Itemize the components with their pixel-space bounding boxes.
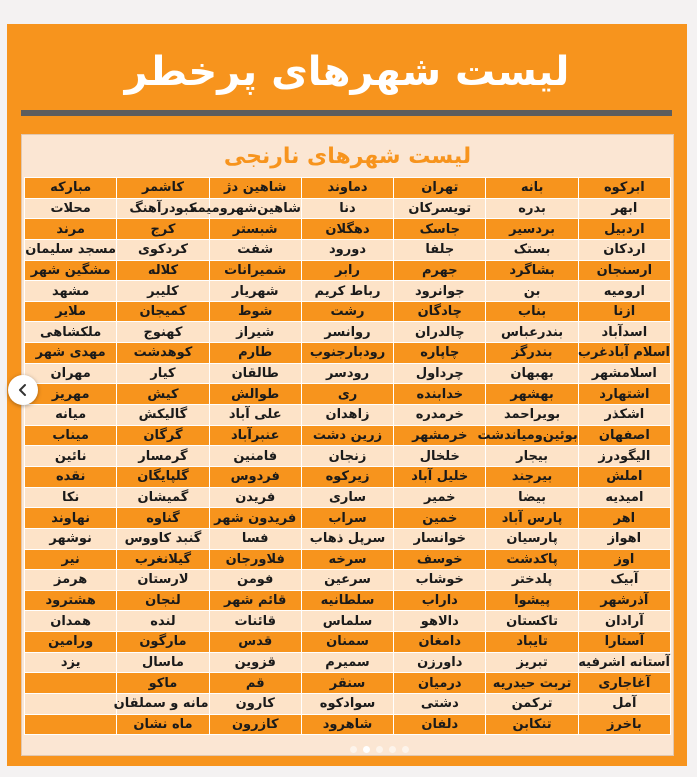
city-cell: نهاوند (25, 508, 117, 529)
city-cell: دنا (301, 198, 393, 219)
city-cell: رشت (301, 301, 393, 322)
carousel-dot[interactable] (350, 746, 357, 753)
city-cell: گالیکش (117, 405, 209, 426)
city-cell: تاکستان (486, 611, 578, 632)
city-cell: کمیجان (117, 301, 209, 322)
city-cell: پارسیان (486, 528, 578, 549)
city-cell: قدس (209, 632, 301, 653)
city-cell: خوانسار (394, 528, 486, 549)
city-cell: طوالش (209, 384, 301, 405)
table-row (25, 322, 671, 343)
city-cell: آبیک (578, 570, 670, 591)
city-cell: سراب (301, 508, 393, 529)
city-cell (25, 694, 117, 715)
city-cell: محلات (25, 198, 117, 219)
city-cell: میناب (25, 425, 117, 446)
city-cell: طارم (209, 343, 301, 364)
city-cell: املش (578, 466, 670, 487)
city-cell: شهریار (209, 281, 301, 302)
city-cell: آستارا (578, 632, 670, 653)
city-cell: شاهین دژ (209, 178, 301, 199)
table-row (25, 301, 671, 322)
city-cell: تبریز (486, 652, 578, 673)
city-cell: ابهر (578, 198, 670, 219)
table-row (25, 343, 671, 364)
city-cell: خمیر (394, 487, 486, 508)
table-row (25, 405, 671, 426)
carousel-dot[interactable] (402, 746, 409, 753)
city-cell: شفت (209, 239, 301, 260)
city-cell: لنده (117, 611, 209, 632)
city-cell: بیضا (486, 487, 578, 508)
poster-card (7, 24, 687, 766)
city-cell: ملایر (25, 301, 117, 322)
city-cell: اسدآباد (578, 322, 670, 343)
city-cell: رباط کریم (301, 281, 393, 302)
city-cell: کیش (117, 384, 209, 405)
city-cell: ترکمن (486, 694, 578, 715)
city-cell: ورامین (25, 632, 117, 653)
table-row (25, 652, 671, 673)
city-cell: کازرون (209, 714, 301, 735)
city-cell: ازنا (578, 301, 670, 322)
city-cell: میانه (25, 405, 117, 426)
city-cell: بندرگز (486, 343, 578, 364)
poster-title: لیست شهرهای پرخطر (124, 48, 570, 95)
city-cell: پیشوا (486, 590, 578, 611)
city-cell: دورود (301, 239, 393, 260)
city-cell: چادگان (394, 301, 486, 322)
city-cell: اوز (578, 549, 670, 570)
city-cell: مهدی شهر (25, 343, 117, 364)
table-row (25, 281, 671, 302)
city-cell: جاسک (394, 219, 486, 240)
city-cell: پاکدشت (486, 549, 578, 570)
city-cell: هرمز (25, 570, 117, 591)
table-row (25, 260, 671, 281)
city-cell: سرخه (301, 549, 393, 570)
city-cell: سمنان (301, 632, 393, 653)
chevron-left-icon (16, 383, 30, 397)
city-cell: گرگان (117, 425, 209, 446)
city-cell: بندرعباس (486, 322, 578, 343)
table-row (25, 446, 671, 467)
city-cell: رودبارجنوب (301, 343, 393, 364)
city-cell: نکا (25, 487, 117, 508)
city-cell: جهرم (394, 260, 486, 281)
city-cell: خمین (394, 508, 486, 529)
city-cell: بن (486, 281, 578, 302)
city-cell: زرین دشت (301, 425, 393, 446)
city-cell: دامغان (394, 632, 486, 653)
city-cell: چالدران (394, 322, 486, 343)
city-cell: مرند (25, 219, 117, 240)
city-cell: سنقر (301, 673, 393, 694)
city-cell: ساری (301, 487, 393, 508)
city-cell: خلخال (394, 446, 486, 467)
city-cell: تویسرکان (394, 198, 486, 219)
city-cell: اردبیل (578, 219, 670, 240)
city-cell: شبستر (209, 219, 301, 240)
city-cell: قزوین (209, 652, 301, 673)
city-cell: مبارکه (25, 178, 117, 199)
city-cell: بردسیر (486, 219, 578, 240)
table-row (25, 178, 671, 199)
city-cell: جلفا (394, 239, 486, 260)
city-cell: اهر (578, 508, 670, 529)
city-cell: بهشهر (486, 384, 578, 405)
city-cell: قائنات (209, 611, 301, 632)
city-cell: ری (301, 384, 393, 405)
city-cell: کیار (117, 363, 209, 384)
city-cell: کلیبر (117, 281, 209, 302)
city-cell: مشهد (25, 281, 117, 302)
city-cell: جوانرود (394, 281, 486, 302)
city-cell: اهواز (578, 528, 670, 549)
city-cell: علی آباد (209, 405, 301, 426)
city-cell: شاهین‌شهرومیمه (209, 198, 301, 219)
city-cell: گنبد کاووس (117, 528, 209, 549)
city-cell: دالاهو (394, 611, 486, 632)
city-cell: بانه (486, 178, 578, 199)
city-cell: مارگون (117, 632, 209, 653)
city-cell: ماسال (117, 652, 209, 673)
city-cell: تهران (394, 178, 486, 199)
city-cell: مهریز (25, 384, 117, 405)
city-table (24, 177, 671, 735)
city-cell: بستک (486, 239, 578, 260)
city-cell: خرمشهر (394, 425, 486, 446)
city-cell: اردکان (578, 239, 670, 260)
table-row (25, 487, 671, 508)
city-cell: اسلامشهر (578, 363, 670, 384)
table-row (25, 632, 671, 653)
city-cell: فریدن (209, 487, 301, 508)
table-row (25, 590, 671, 611)
city-cell: روانسر (301, 322, 393, 343)
city-cell: نائین (25, 446, 117, 467)
city-cell: ابرکوه (578, 178, 670, 199)
table-row (25, 384, 671, 405)
table-row (25, 549, 671, 570)
city-cell: داراب (394, 590, 486, 611)
city-cell: لارستان (117, 570, 209, 591)
city-cell: خوسف (394, 549, 486, 570)
city-cell: گناوه (117, 508, 209, 529)
city-list-panel (21, 134, 674, 756)
city-cell: خوشاب (394, 570, 486, 591)
city-cell: خرمدره (394, 405, 486, 426)
city-cell: بناب (486, 301, 578, 322)
city-cell: کارون (209, 694, 301, 715)
city-cell: آغاجاری (578, 673, 670, 694)
table-row (25, 714, 671, 735)
table-row (25, 198, 671, 219)
city-cell: بیرجند (486, 466, 578, 487)
city-cell: قائم شهر (209, 590, 301, 611)
city-cell: اسلام آبادغرب (578, 343, 670, 364)
table-row (25, 219, 671, 240)
city-cell: کلاله (117, 260, 209, 281)
city-cell: مهران (25, 363, 117, 384)
city-cell: مانه و سملقان (117, 694, 209, 715)
city-cell: شاهرود (301, 714, 393, 735)
table-row (25, 466, 671, 487)
city-cell: اشکذر (578, 405, 670, 426)
city-cell: گمیشان (117, 487, 209, 508)
city-cell: هشترود (25, 590, 117, 611)
city-cell: فریدون شهر (209, 508, 301, 529)
city-cell: رودسر (301, 363, 393, 384)
city-cell: بدره (486, 198, 578, 219)
city-cell: عنبرآباد (209, 425, 301, 446)
city-cell: بویراحمد (486, 405, 578, 426)
city-cell: گلپایگان (117, 466, 209, 487)
city-cell: اشتهارد (578, 384, 670, 405)
city-cell: کردکوی (117, 239, 209, 260)
city-cell: ارسنجان (578, 260, 670, 281)
city-cell: چاپاره (394, 343, 486, 364)
city-cell: کبودرآهنگ (117, 198, 209, 219)
city-cell: سلماس (301, 611, 393, 632)
city-cell: زنجان (301, 446, 393, 467)
city-cell: ماکو (117, 673, 209, 694)
city-cell: کاشمر (117, 178, 209, 199)
city-cell: آمل (578, 694, 670, 715)
city-cell: طالقان (209, 363, 301, 384)
city-cell: زاهدان (301, 405, 393, 426)
city-cell: مشگین شهر (25, 260, 117, 281)
city-cell: خلیل آباد (394, 466, 486, 487)
city-cell: بهبهان (486, 363, 578, 384)
city-cell: مسجد سلیمان (25, 239, 117, 260)
city-cell: نوشهر (25, 528, 117, 549)
section-subtitle: لیست شهرهای نارنجی (223, 143, 472, 169)
city-cell: داورزن (394, 652, 486, 673)
city-cell: بیجار (486, 446, 578, 467)
city-cell: بشاگرد (486, 260, 578, 281)
city-cell: کوهدشت (117, 343, 209, 364)
city-cell: قم (209, 673, 301, 694)
city-cell: چرداول (394, 363, 486, 384)
city-cell: همدان (25, 611, 117, 632)
city-cell: بوئین‌ومیاندشت (486, 425, 578, 446)
city-cell: تایباد (486, 632, 578, 653)
city-cell: اصفهان (578, 425, 670, 446)
table-row (25, 611, 671, 632)
city-cell: سرعین (301, 570, 393, 591)
city-cell: دهگلان (301, 219, 393, 240)
city-cell: فلاورجان (209, 549, 301, 570)
table-row (25, 425, 671, 446)
city-cell: دماوند (301, 178, 393, 199)
city-cell: یزد (25, 652, 117, 673)
city-cell: ارومیه (578, 281, 670, 302)
table-row (25, 363, 671, 384)
city-cell: زیرکوه (301, 466, 393, 487)
table-row (25, 694, 671, 715)
city-cell: گیلانغرب (117, 549, 209, 570)
table-row (25, 673, 671, 694)
city-cell: تربت حیدریه (486, 673, 578, 694)
carousel-dot[interactable] (389, 746, 396, 753)
city-cell: گرمسار (117, 446, 209, 467)
city-cell: ملکشاهی (25, 322, 117, 343)
city-cell: باخرز (578, 714, 670, 735)
city-cell: سلطانیه (301, 590, 393, 611)
city-cell: سرپل ذهاب (301, 528, 393, 549)
table-row (25, 570, 671, 591)
city-cell (25, 714, 117, 735)
city-cell: الیگودرز (578, 446, 670, 467)
city-cell: پارس آباد (486, 508, 578, 529)
city-cell: رابر (301, 260, 393, 281)
city-cell: کهنوج (117, 322, 209, 343)
city-cell: فومن (209, 570, 301, 591)
city-cell: شیراز (209, 322, 301, 343)
title-divider (21, 110, 672, 116)
city-cell: شوط (209, 301, 301, 322)
table-row (25, 239, 671, 260)
city-cell (25, 673, 117, 694)
city-cell: آرادان (578, 611, 670, 632)
city-cell: آذرشهر (578, 590, 670, 611)
table-row (25, 528, 671, 549)
carousel-dots (350, 746, 409, 753)
city-cell: سمیرم (301, 652, 393, 673)
city-cell: دلفان (394, 714, 486, 735)
city-cell: لنجان (117, 590, 209, 611)
city-cell: پلدختر (486, 570, 578, 591)
city-cell: خدابنده (394, 384, 486, 405)
carousel-prev-button[interactable] (8, 375, 38, 405)
city-cell: فسا (209, 528, 301, 549)
city-cell: سوادکوه (301, 694, 393, 715)
city-cell: نیر (25, 549, 117, 570)
city-cell: شمیرانات (209, 260, 301, 281)
carousel-dot-active[interactable] (363, 746, 370, 753)
city-cell: کرج (117, 219, 209, 240)
city-cell: نقده (25, 466, 117, 487)
city-cell: تنکابن (486, 714, 578, 735)
city-cell: دشتی (394, 694, 486, 715)
city-cell: آستانه اشرفیه (578, 652, 670, 673)
city-cell: ماه نشان (117, 714, 209, 735)
city-cell: فامنین (209, 446, 301, 467)
table-row (25, 508, 671, 529)
city-cell: فردوس (209, 466, 301, 487)
city-cell: امیدیه (578, 487, 670, 508)
city-cell: درمیان (394, 673, 486, 694)
carousel-dot[interactable] (376, 746, 383, 753)
